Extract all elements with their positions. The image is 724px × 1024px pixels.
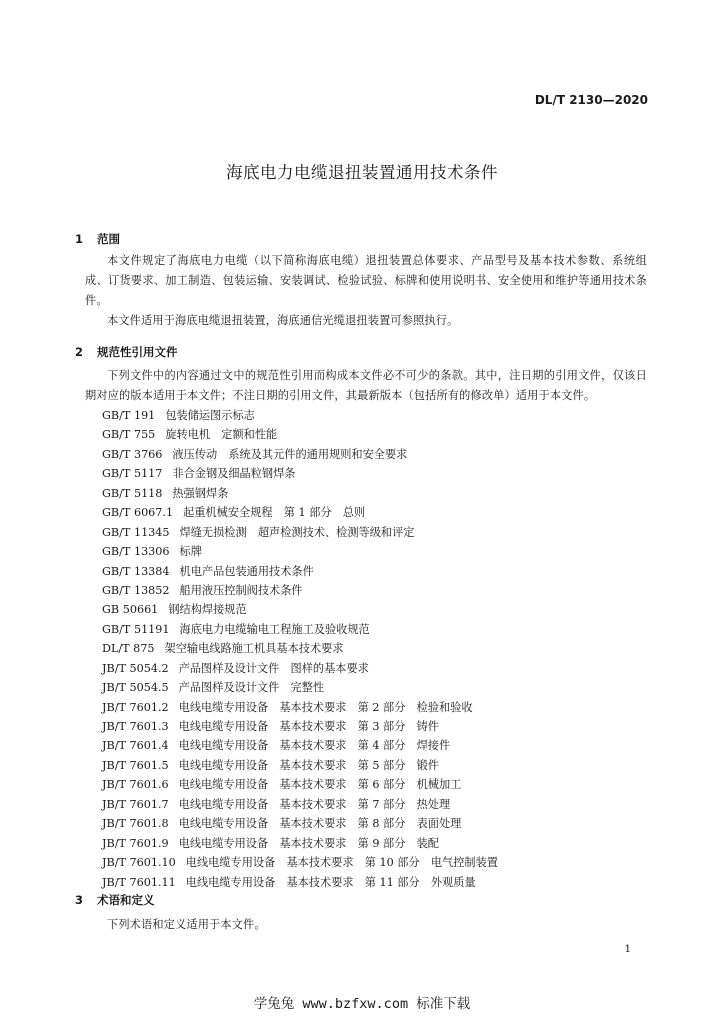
references-intro-paragraph: 下列文件中的内容通过文中的规范性引用而构成本文件必不可少的条款。其中，注日期的引用文件，仅该日期对应的版本适用于本文件；不注日期的引用文件，其最新版本（包括所有的修改单）适用于本文件。 xyxy=(85,369,647,402)
terms-intro-paragraph: 下列术语和定义适用于本文件。 xyxy=(107,918,266,931)
reference-title: 电线电缆专用设备 基本技术要求 第 9 部分 装配 xyxy=(178,836,439,850)
reference-item xyxy=(102,503,498,522)
reference-title: 包装储运图示标志 xyxy=(165,409,255,422)
reference-code: JB/T 7601.8 xyxy=(102,817,169,831)
reference-item xyxy=(102,406,498,425)
section-number: 3 xyxy=(75,893,84,907)
reference-item xyxy=(102,639,498,658)
reference-title: 电线电缆专用设备 基本技术要求 第 11 部分 外观质量 xyxy=(185,875,476,889)
reference-code: JB/T 7601.9 xyxy=(102,836,169,850)
reference-title: 电线电缆专用设备 基本技术要求 第 7 部分 热处理 xyxy=(178,797,451,811)
section-title: 术语和定义 xyxy=(97,893,155,907)
reference-code: JB/T 7601.10 xyxy=(102,856,176,870)
reference-title: 电线电缆专用设备 基本技术要求 第 6 部分 机械加工 xyxy=(178,778,462,792)
reference-code: GB 50661 xyxy=(102,603,159,617)
reference-title: 船用液压控制阀技术条件 xyxy=(179,583,303,597)
reference-list xyxy=(102,406,498,892)
reference-code: GB/T 755 xyxy=(102,428,156,442)
reference-title: 机电产品包装通用技术条件 xyxy=(179,564,314,578)
reference-item xyxy=(102,581,498,600)
reference-title: 焊缝无损检测 超声检测技术、检测等级和评定 xyxy=(179,525,415,539)
reference-item xyxy=(102,795,498,814)
reference-item xyxy=(102,425,498,444)
reference-title: 产品图样及设计文件 图样的基本要求 xyxy=(178,661,369,675)
reference-title: 架空输电线路施工机具基本技术要求 xyxy=(164,642,344,656)
reference-title: 电线电缆专用设备 基本技术要求 第 5 部分 锻件 xyxy=(178,758,439,772)
reference-title: 海底电力电缆输电工程施工及验收规范 xyxy=(179,622,370,636)
section-number: 1 xyxy=(75,232,84,246)
reference-item xyxy=(102,600,498,619)
reference-title: 产品图样及设计文件 完整性 xyxy=(178,681,325,695)
site-footer: 学兔兔 www.bzfxw.com 标准下载 xyxy=(253,996,471,1012)
reference-item xyxy=(102,445,498,464)
reference-item xyxy=(102,717,498,736)
doc-code: DL/T 2130—2020 xyxy=(534,93,648,107)
reference-title: 液压传动 系统及其元件的通用规则和安全要求 xyxy=(172,447,408,461)
reference-code: JB/T 7601.6 xyxy=(102,778,169,792)
reference-title: 标牌 xyxy=(179,545,202,559)
reference-item xyxy=(102,736,498,755)
reference-code: JB/T 7601.11 xyxy=(102,875,176,889)
section-heading-normative-references xyxy=(75,344,178,360)
reference-item xyxy=(102,814,498,833)
reference-code: JB/T 5054.2 xyxy=(102,661,169,675)
section-title: 规范性引用文件 xyxy=(97,345,178,359)
reference-item xyxy=(102,853,498,872)
reference-title: 电线电缆专用设备 基本技术要求 第 10 部分 电气控制装置 xyxy=(185,856,498,870)
reference-code: GB/T 5118 xyxy=(102,486,163,500)
reference-title: 电线电缆专用设备 基本技术要求 第 8 部分 表面处理 xyxy=(178,817,462,831)
section-number: 2 xyxy=(75,345,84,359)
reference-item xyxy=(102,484,498,503)
reference-title: 热强钢焊条 xyxy=(172,486,229,500)
reference-title: 电线电缆专用设备 基本技术要求 第 4 部分 焊接件 xyxy=(178,739,451,753)
document-title: 海底电力电缆退扭装置通用技术条件 xyxy=(226,163,498,182)
reference-code: JB/T 7601.2 xyxy=(102,700,169,714)
reference-code: GB/T 13306 xyxy=(102,545,170,559)
reference-code: GB/T 6067.1 xyxy=(102,506,174,520)
reference-item xyxy=(102,562,498,581)
reference-item xyxy=(102,698,498,717)
reference-code: DL/T 875 xyxy=(102,642,155,656)
reference-item xyxy=(102,756,498,775)
reference-item xyxy=(102,775,498,794)
reference-item xyxy=(102,464,498,483)
reference-title: 钢结构焊接规范 xyxy=(168,603,247,617)
reference-code: GB/T 51191 xyxy=(102,622,170,636)
reference-item xyxy=(102,620,498,639)
reference-item xyxy=(102,659,498,678)
reference-code: GB/T 5117 xyxy=(102,467,163,481)
reference-title: 旋转电机 定额和性能 xyxy=(165,428,278,442)
reference-item xyxy=(102,523,498,542)
section-heading-terms xyxy=(75,892,155,908)
reference-item xyxy=(102,542,498,561)
scope-paragraph-2: 本文件适用于海底电缆退扭装置，海底通信光缆退扭装置可参照执行。 xyxy=(107,314,459,327)
reference-code: GB/T 13384 xyxy=(102,564,170,578)
reference-title: 电线电缆专用设备 基本技术要求 第 2 部分 检验和验收 xyxy=(178,700,473,714)
reference-title: 起重机械安全规程 第 1 部分 总则 xyxy=(183,506,366,520)
reference-code: GB/T 3766 xyxy=(102,447,163,461)
reference-code: JB/T 7601.7 xyxy=(102,797,169,811)
reference-code: JB/T 7601.4 xyxy=(102,739,169,753)
section-heading-scope xyxy=(75,231,120,247)
page-number: 1 xyxy=(624,944,631,955)
reference-code: GB/T 11345 xyxy=(102,525,170,539)
reference-code: JB/T 7601.5 xyxy=(102,758,169,772)
reference-title: 电线电缆专用设备 基本技术要求 第 3 部分 铸件 xyxy=(178,720,439,733)
reference-code: JB/T 5054.5 xyxy=(102,681,169,695)
scope-paragraph-1: 本文件规定了海底电力电缆（以下简称海底电缆）退扭装置总体要求、产品型号及基本技术参数、系统组成、订货要求、加工制造、包装运输、安装调试、检验试验、标牌和使用说明书、安全使用和维护等通用技术条件。 xyxy=(85,254,647,307)
reference-item xyxy=(102,873,498,892)
reference-code: GB/T 13852 xyxy=(102,583,170,597)
reference-item xyxy=(102,678,498,697)
section-title: 范围 xyxy=(97,232,120,246)
reference-item xyxy=(102,834,498,853)
reference-title: 非合金钢及细晶粒钢焊条 xyxy=(172,467,296,481)
reference-code: GB/T 191 xyxy=(102,409,156,422)
reference-code: JB/T 7601.3 xyxy=(102,720,169,733)
